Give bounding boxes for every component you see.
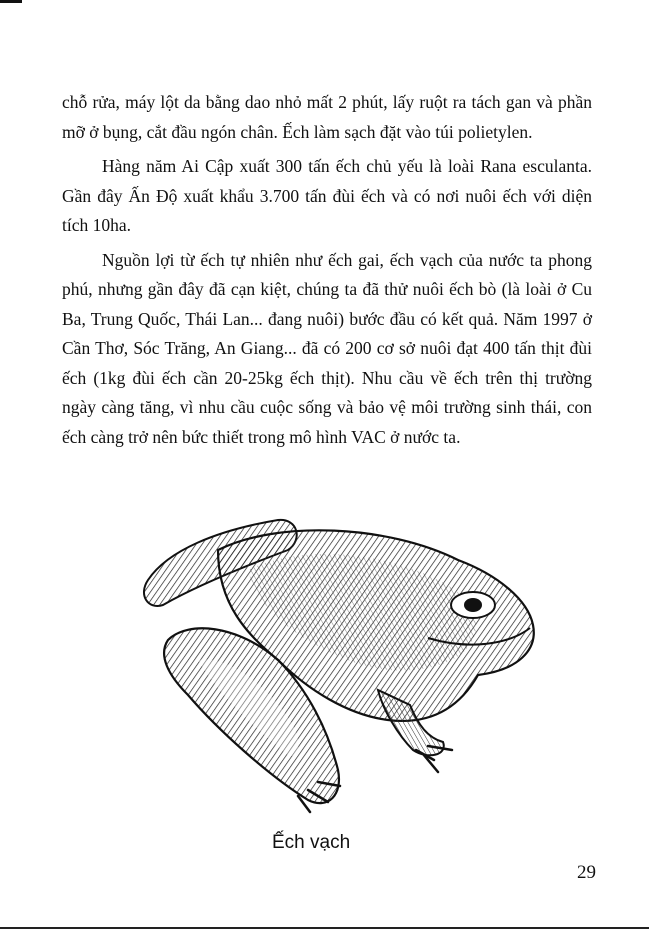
paragraph-1: chỗ rửa, máy lột da bằng dao nhỏ mất 2 phút, lấy ruột ra tách gan và phần mỡ ở bụng, cắt đầu ngón chân. Ếch làm sạch đặt vào túi polietylen.	[62, 92, 592, 142]
body-text	[62, 88, 592, 457]
figure-caption: Ếch vạch	[272, 832, 351, 853]
page-number: 29	[577, 862, 596, 883]
paragraph-2: Hàng năm Ai Cập xuất 300 tấn ếch chủ yếu là loài Rana esculanta. Gần đây Ấn Độ xuất khẩu 3.700 tấn đùi ếch và có nơi nuôi ếch với diện tích 10ha.	[62, 156, 592, 235]
paragraph-3: Nguồn lợi từ ếch tự nhiên như ếch gai, ếch vạch của nước ta phong phú, nhưng gần đây đã cạn kiệt, chúng ta đã thử nuôi ếch bò (là loài ở Cu Ba, Trung Quốc, Thái Lan... đang nuôi) bước đầu có kết quả. Năm 1997 ở Cần Thơ, Sóc Trăng, An Giang... đã có 200 cơ sở nuôi đạt 400 tấn thịt đùi ếch (1kg đùi ếch cần 20-25kg ếch thịt). Nhu cầu về ếch trên thị trường ngày càng tăng, vì nhu cầu cuộc sống và bảo vệ môi trường sinh thái, con ếch càng trở nên bức thiết trong mô hình VAC ở nước ta.	[62, 249, 592, 447]
page-bottom-rule	[0, 927, 649, 929]
frog-illustration-icon	[128, 510, 548, 820]
corner-mark	[0, 0, 22, 3]
